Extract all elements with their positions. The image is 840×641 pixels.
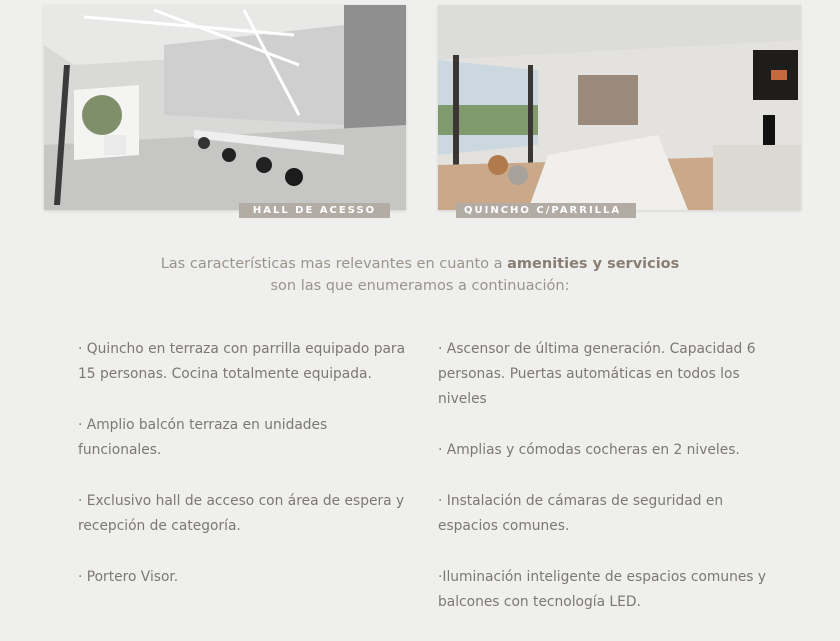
hall-render-image	[44, 5, 406, 210]
feature-item: · Ascensor de última generación. Capacidad 6 personas. Puertas automáticas en todos los niveles	[438, 341, 756, 407]
feature-item: · Quincho en terraza con parrilla equipado para 15 personas. Cocina totalmente equipada.	[78, 341, 406, 382]
feature-item: · Amplio balcón terraza en unidades funcionales.	[78, 417, 328, 458]
intro-text	[0, 253, 840, 297]
hall-photo	[44, 5, 406, 210]
intro-line-1	[0, 253, 840, 275]
feature-item: · Instalación de cámaras de seguridad en espacios comunes.	[438, 493, 724, 534]
quincho-caption: QUINCHO C/PARRILLA	[456, 203, 636, 218]
feature-item: ·Iluminación inteligente de espacios comunes y balcones con tecnología LED.	[438, 569, 767, 610]
feature-item: · Portero Visor.	[78, 569, 179, 585]
features-right-column	[438, 337, 768, 641]
hall-caption: HALL DE ACESSO	[239, 203, 390, 218]
feature-item: · Amplias y cómodas cocheras en 2 niveles.	[438, 442, 740, 458]
intro-line-2: son las que enumeramos a continuación:	[270, 278, 570, 294]
quincho-render-image	[438, 5, 801, 210]
quincho-photo	[438, 5, 801, 210]
features-left-column	[78, 337, 408, 616]
intro-line-1-prefix: Las características mas relevantes en cuanto a	[160, 256, 508, 272]
intro-highlight: amenities y servicios	[507, 256, 680, 272]
feature-item: · Exclusivo hall de acceso con área de espera y recepción de categoría.	[78, 493, 405, 534]
